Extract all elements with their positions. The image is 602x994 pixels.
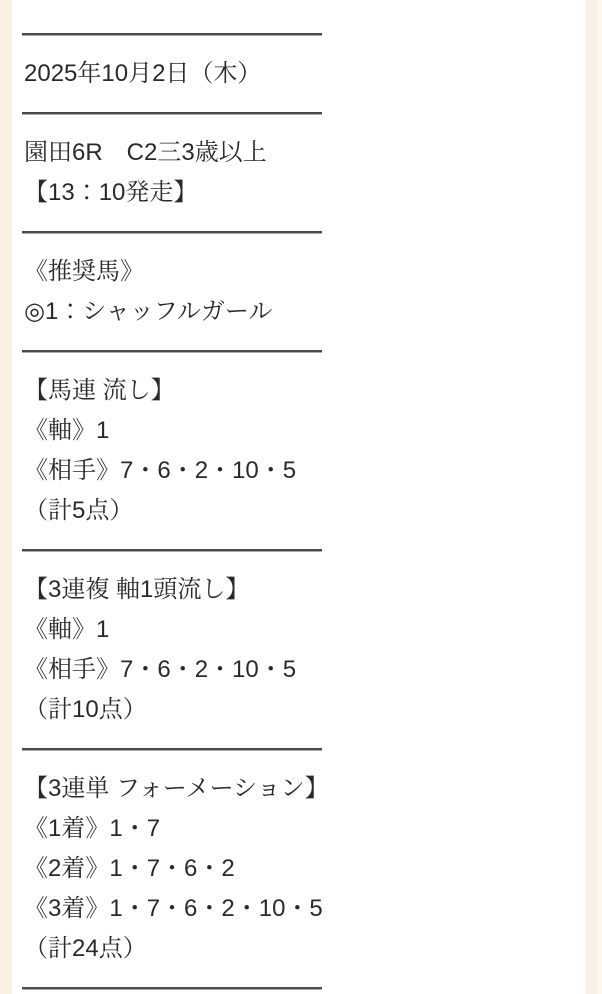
section-divider	[22, 33, 322, 36]
bet-axis: 《軸》1	[24, 616, 110, 643]
bet-sanrenpuku-section	[22, 570, 574, 730]
recommendation-section	[22, 252, 574, 332]
section-divider	[22, 231, 322, 234]
bet-title: 【馬連 流し】	[24, 377, 175, 404]
bet-first-place: 《1着》1・7	[24, 815, 161, 842]
date-section	[22, 54, 574, 94]
bet-second-place: 《2着》1・7・6・2	[24, 855, 235, 882]
article	[12, 0, 586, 994]
race-start-time: 【13：10発走】	[24, 179, 198, 206]
bet-sanrentan-section	[22, 769, 574, 969]
bet-partners: 《相手》7・6・2・10・5	[24, 457, 297, 484]
race-info-section	[22, 133, 574, 213]
section-divider	[22, 748, 322, 751]
section-divider	[22, 987, 322, 990]
bet-total-points: （計10点）	[24, 696, 147, 723]
section-divider	[22, 549, 322, 552]
recommendation-heading: 《推奨馬》	[24, 258, 144, 285]
bet-axis: 《軸》1	[24, 417, 110, 444]
section-divider	[22, 112, 322, 115]
bet-title: 【3連複 軸1頭流し】	[24, 576, 250, 603]
bet-total-points: （計5点）	[24, 497, 134, 524]
page-edge-band	[597, 0, 602, 994]
date-heading: 2025年10月2日（木）	[24, 60, 262, 87]
section-divider	[22, 350, 322, 353]
race-name: 園田6R C2三3歳以上	[24, 139, 267, 166]
bet-partners: 《相手》7・6・2・10・5	[24, 656, 297, 683]
bet-third-place: 《3着》1・7・6・2・10・5	[24, 895, 323, 922]
bet-title: 【3連単 フォーメーション】	[24, 775, 329, 802]
recommended-horse: ◎1：シャッフルガール	[24, 298, 273, 325]
bet-umaren-section	[22, 371, 574, 531]
bet-total-points: （計24点）	[24, 935, 147, 962]
